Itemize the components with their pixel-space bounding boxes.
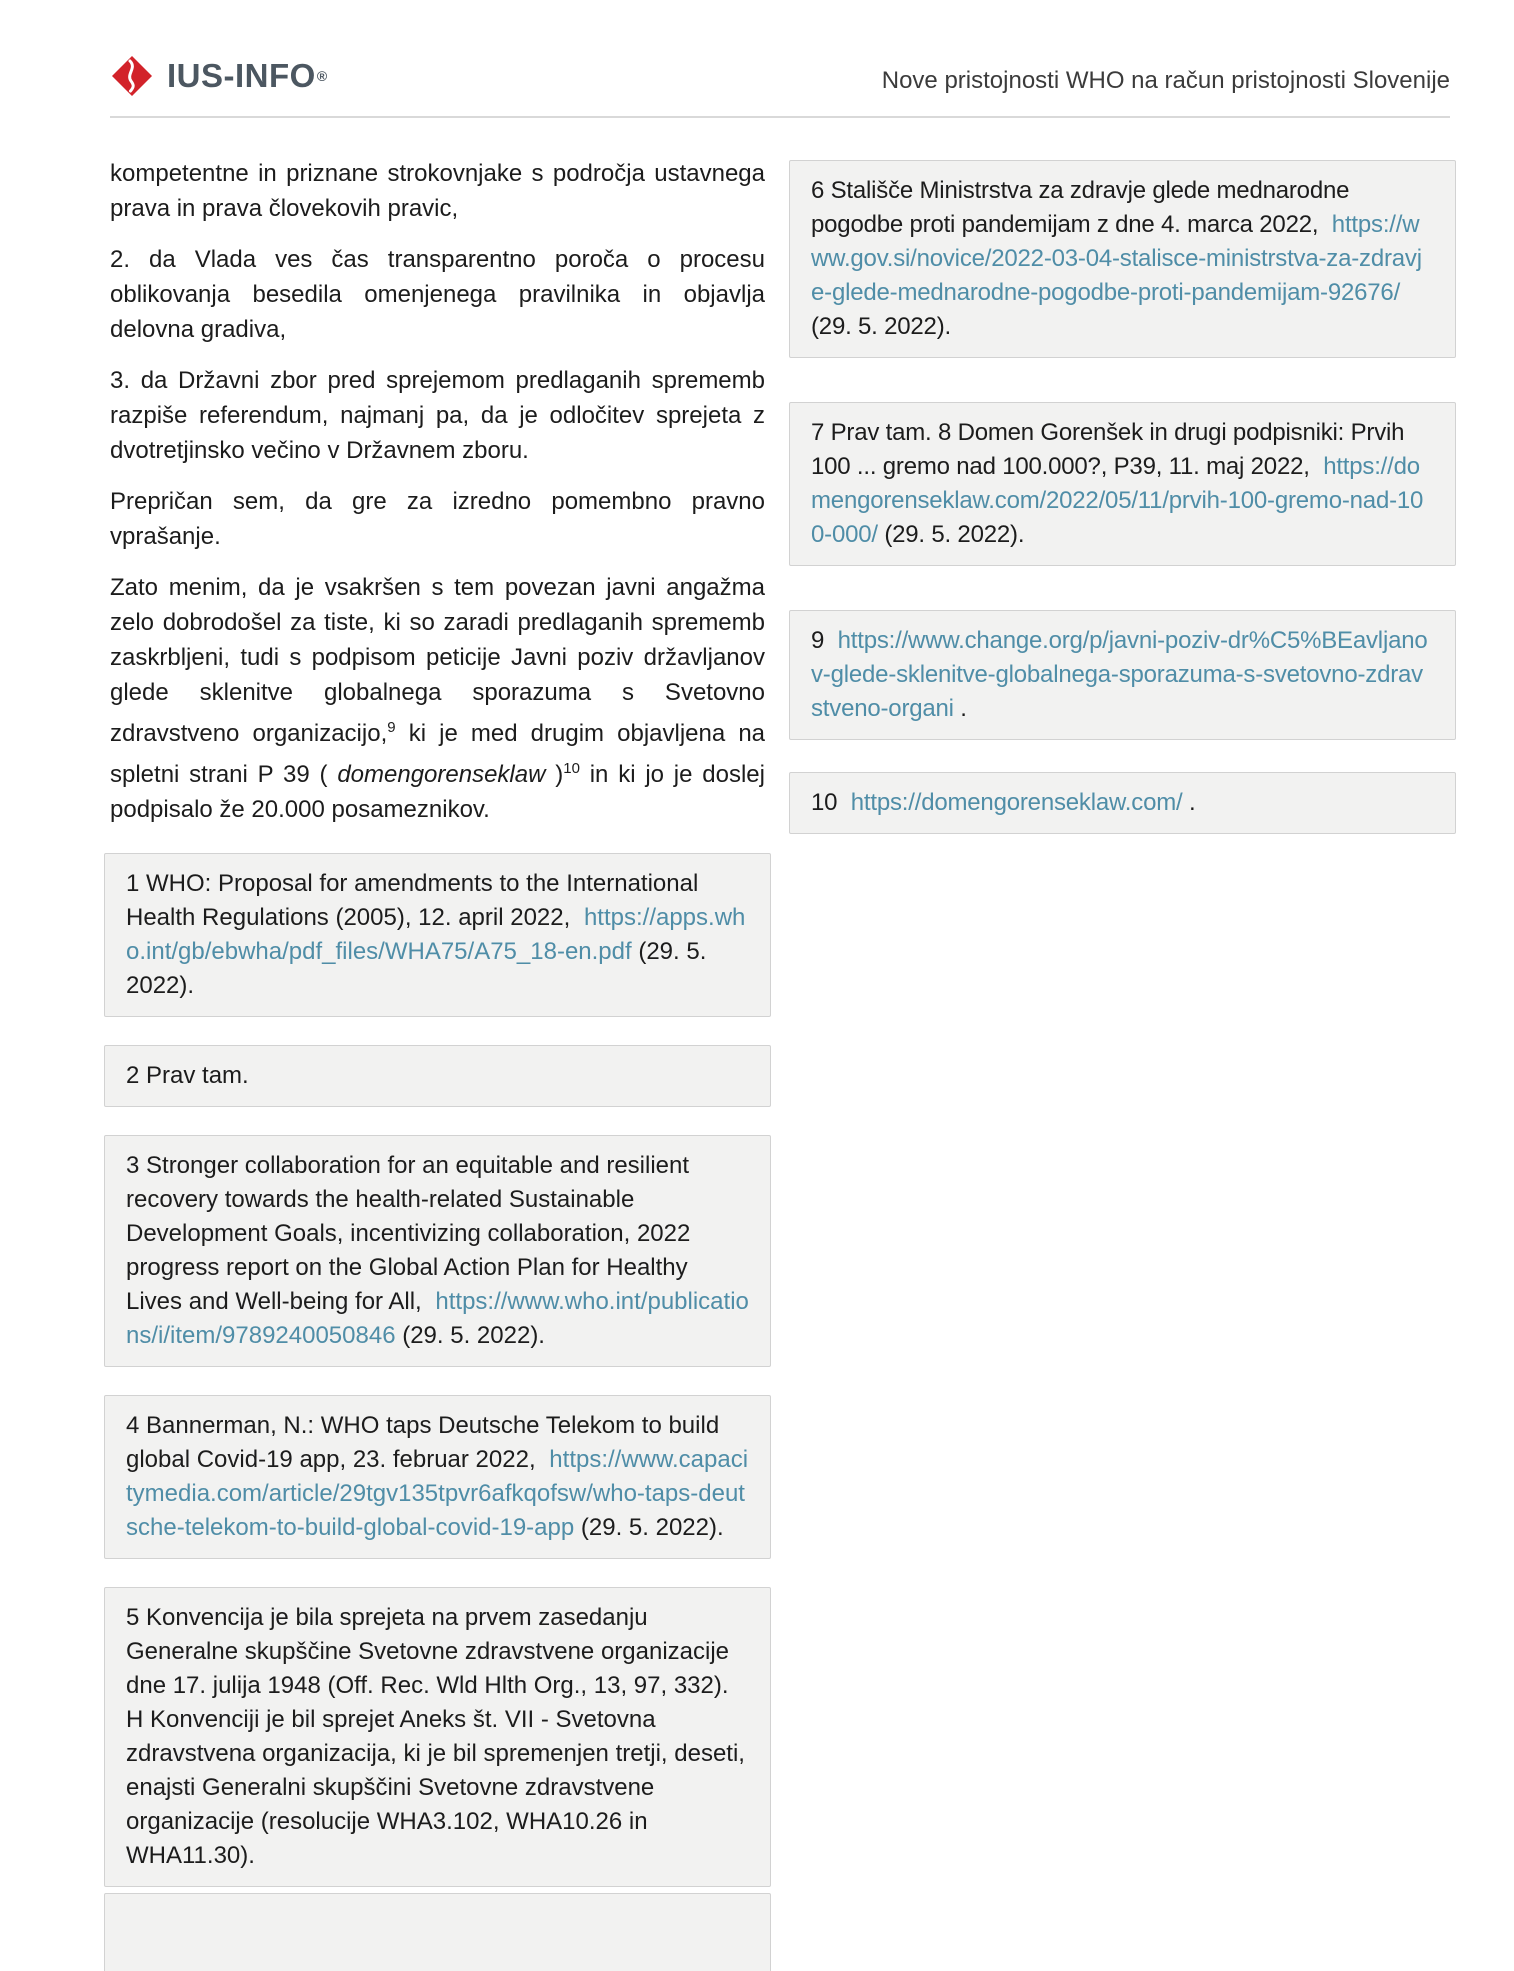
footnote-1 <box>104 853 771 1017</box>
logo-text: IUS-INFO <box>167 57 316 94</box>
header-divider <box>110 116 1450 118</box>
footnote-ref-10: 10 <box>563 760 580 777</box>
footnote-text: (29. 5. 2022). <box>395 1322 545 1349</box>
footnote-7-8 <box>789 402 1456 566</box>
document-title: Nove pristojnosti WHO na račun pristojnosti Slovenije <box>881 67 1450 94</box>
logo-diamond-icon <box>110 54 154 98</box>
footnote-text: . <box>1182 789 1196 816</box>
paragraph-text: ) <box>545 761 564 788</box>
registered-mark: ® <box>316 67 328 84</box>
footnote-9 <box>789 610 1456 740</box>
footnote-4-link[interactable]: https://www.capacitymedia.com/article/29tgv135tpvr6afkqofsw/who-taps-deutsche-telekom-to-build-global-covid-19-app <box>126 1446 749 1541</box>
footnote-text: (29. 5. 2022). <box>811 313 951 340</box>
footnote-3 <box>104 1135 771 1367</box>
footnote-ref-9: 9 <box>387 719 396 736</box>
footnote-text: 6 Stališče Ministrstva za zdravje glede mednarodne pogodbe proti pandemijam z dne 4. marca 2022, <box>811 177 1350 238</box>
footnote-6-link[interactable]: https://www.gov.si/novice/2022-03-04-stalisce-ministrstva-za-zdravje-glede-mednarodne-pogodbe-proti-pandemijam-92676/ <box>811 211 1422 306</box>
footnote-text: (29. 5. 2022). <box>877 521 1025 548</box>
site-name-italic: domengorenseklaw <box>337 761 546 788</box>
paragraph-text: ki je med drugim objavljena na spletni strani P 39 ( <box>110 720 766 788</box>
footnote-10-link[interactable]: https://domengorenseklaw.com/ <box>850 789 1183 816</box>
footnote-text: 1 WHO: Proposal for amendments to the International Health Regulations (2005), 12. april 2022, <box>126 870 699 931</box>
footnote-9-link[interactable]: https://www.change.org/p/javni-poziv-dr%C5%BEavljanov-glede-sklenitve-globalnega-sporazuma-s-svetovno-zdravstveno-organi <box>811 627 1428 722</box>
footnote-text: 2 Prav tam. <box>126 1062 249 1089</box>
footnote-4 <box>104 1395 771 1559</box>
left-column <box>110 156 765 1971</box>
footnote-text: 10 <box>811 789 844 816</box>
footnote-text: (29. 5. 2022). <box>126 938 707 999</box>
footnote-text: . <box>953 695 967 722</box>
body-paragraph-3: 3. da Državni zbor pred sprejemom predlaganih sprememb razpiše referendum, najmanj pa, da je odločitev sprejeta z dvotretjinsko večino v Državnem zboru. <box>110 367 765 464</box>
footnote-text: 7 Prav tam. 8 Domen Gorenšek in drugi podpisniki: Prvih 100 ... gremo nad 100.000?, P39, 11. maj 2022, <box>811 419 1405 480</box>
footnote-text: (29. 5. 2022). <box>574 1514 724 1541</box>
body-paragraph-4: Prepričan sem, da gre za izredno pomembno pravno vprašanje. <box>110 488 765 550</box>
footnote-6 <box>789 160 1456 358</box>
footnote-box-partial <box>104 1893 771 1971</box>
logo-wordmark <box>167 57 327 95</box>
paragraph-text: in ki jo je doslej podpisalo že 20.000 posameznikov. <box>110 761 765 823</box>
footnote-1-link[interactable]: https://apps.who.int/gb/ebwha/pdf_files/WHA75/A75_18-en.pdf <box>126 904 746 965</box>
footnote-text: 4 Bannerman, N.: WHO taps Deutsche Telekom to build global Covid-19 app, 23. februar 2022, <box>126 1412 720 1473</box>
footnote-text: 5 Konvencija je bila sprejeta na prvem zasedanju Generalne skupščine Svetovne zdravstvene organizacije dne 17. julija 1948 (Off. Rec. Wld Hlth Org., 13, 97, 332). H Konvenciji je bil sprejet Aneks št. VII - Svetovna zdravstvena organizacija, ki je bil spremenjen tretji, deseti, enajsti Generalni skupščini Svetovne zdravstvene organizacije (resolucije WHA3.102, WHA10.26 in WHA11.30). <box>126 1604 745 1869</box>
footnote-5 <box>104 1587 771 1887</box>
footnote-2 <box>104 1045 771 1107</box>
paragraph-text: Zato menim, da je vsakršen s tem povezan javni angažma zelo dobrodošel za tiste, ki so zaradi predlaganih sprememb zaskrbljeni, tudi s podpisom peticije Javni poziv državljanov glede sklenitve globalnega sporazuma s Svetovno zdravstveno organizacijo, <box>110 574 765 747</box>
footnote-3-link[interactable]: https://www.who.int/publications/i/item/9789240050846 <box>126 1288 749 1349</box>
two-column-layout <box>110 156 1450 1971</box>
body-paragraph-2: 2. da Vlada ves čas transparentno poroča o procesu oblikovanja besedila omenjenega pravilnika in objavlja delovna gradiva, <box>110 246 765 343</box>
right-column <box>795 156 1450 1971</box>
body-paragraph-5 <box>110 570 765 827</box>
body-paragraph-1: kompetentne in priznane strokovnjake s področja ustavnega prava in prava človekovih pravic, <box>110 160 765 222</box>
footnote-text: 9 <box>811 627 831 654</box>
ius-info-logo <box>110 54 327 98</box>
footnote-8-link[interactable]: https://domengorenseklaw.com/2022/05/11/prvih-100-gremo-nad-100-000/ <box>811 453 1424 548</box>
footnote-text: 3 Stronger collaboration for an equitable and resilient recovery towards the health-related Sustainable Development Goals, incentivizing collaboration, 2022 progress report on the Global Action Plan for Healthy Lives and Well-being for All, <box>126 1152 691 1315</box>
footnote-10 <box>789 772 1456 834</box>
page-header <box>110 0 1450 98</box>
